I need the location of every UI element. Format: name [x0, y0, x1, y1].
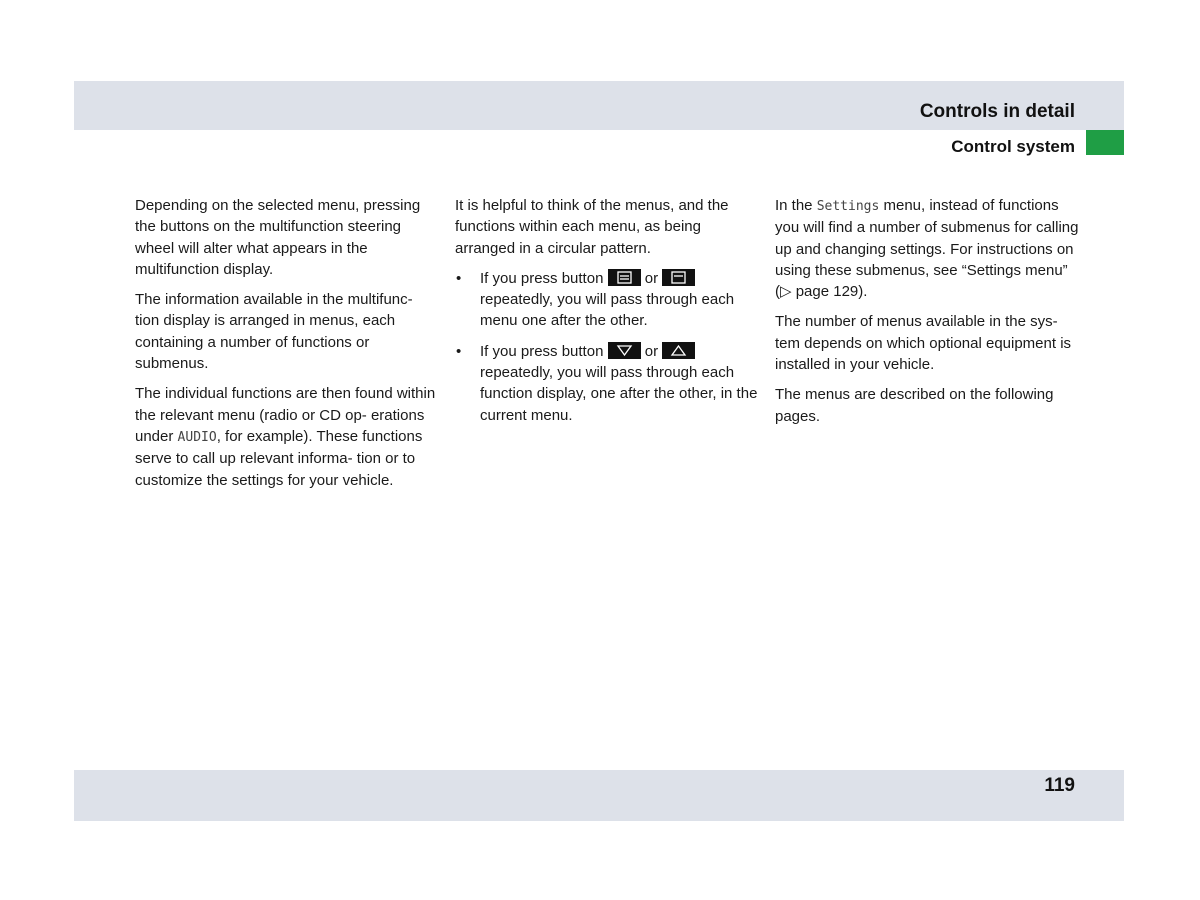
footer-band [74, 770, 1124, 821]
subsection-title: Control system [951, 137, 1075, 156]
column-3 [775, 195, 1080, 436]
bullet-item: • If you press button or repeatedly, you will pass through each menu one after the other. [456, 269, 735, 330]
bullet-marker: • [456, 269, 462, 287]
column-2 [455, 195, 760, 435]
column-1 [135, 195, 440, 500]
bullet-item: • If you press button or repeatedly, you will pass through each function display, one after the other, in the current menu. [456, 342, 758, 424]
down-arrow-button-icon [608, 342, 641, 359]
paragraph: The number of menus available in the sys- tem depends on which optional equipment is installed in your vehicle. [775, 313, 1072, 374]
section-tab-marker [1086, 130, 1124, 155]
paragraph: Depending on the selected menu, pressing the buttons on the multifunction steering wheel will alter what appears in the multifunction display. [135, 197, 421, 278]
section-title: Controls in detail [919, 101, 1075, 122]
up-arrow-button-icon [662, 342, 695, 359]
next-menu-button-icon [608, 269, 641, 286]
paragraph: The information available in the multifunc- tion display is arranged in menus, each containing a number of functions or submenus. [135, 291, 413, 373]
page-number: 119 [1044, 775, 1075, 796]
paragraph: In the Settings menu, instead of functions you will find a number of submenus for calling up and changing settings. For instructions on using these submenus, see “Settings menu” (▷ page 129). [775, 197, 1079, 301]
paragraph: The individual functions are then found within the relevant menu (radio or CD op- erations under AUDIO, for example). These functions serve to call up relevant informa- tion or to customize the settings for your vehicle. [135, 385, 436, 489]
previous-menu-button-icon [662, 269, 695, 286]
paragraph: It is helpful to think of the menus, and the functions within each menu, as being arranged in a circular pattern. [455, 197, 729, 257]
menu-name-settings: Settings [816, 199, 880, 214]
paragraph: The menus are described on the following pages. [775, 386, 1054, 425]
page-reference-arrow-icon: ▷ [780, 283, 792, 301]
bullet-marker: • [456, 342, 462, 360]
menu-name-audio: AUDIO [177, 429, 217, 445]
